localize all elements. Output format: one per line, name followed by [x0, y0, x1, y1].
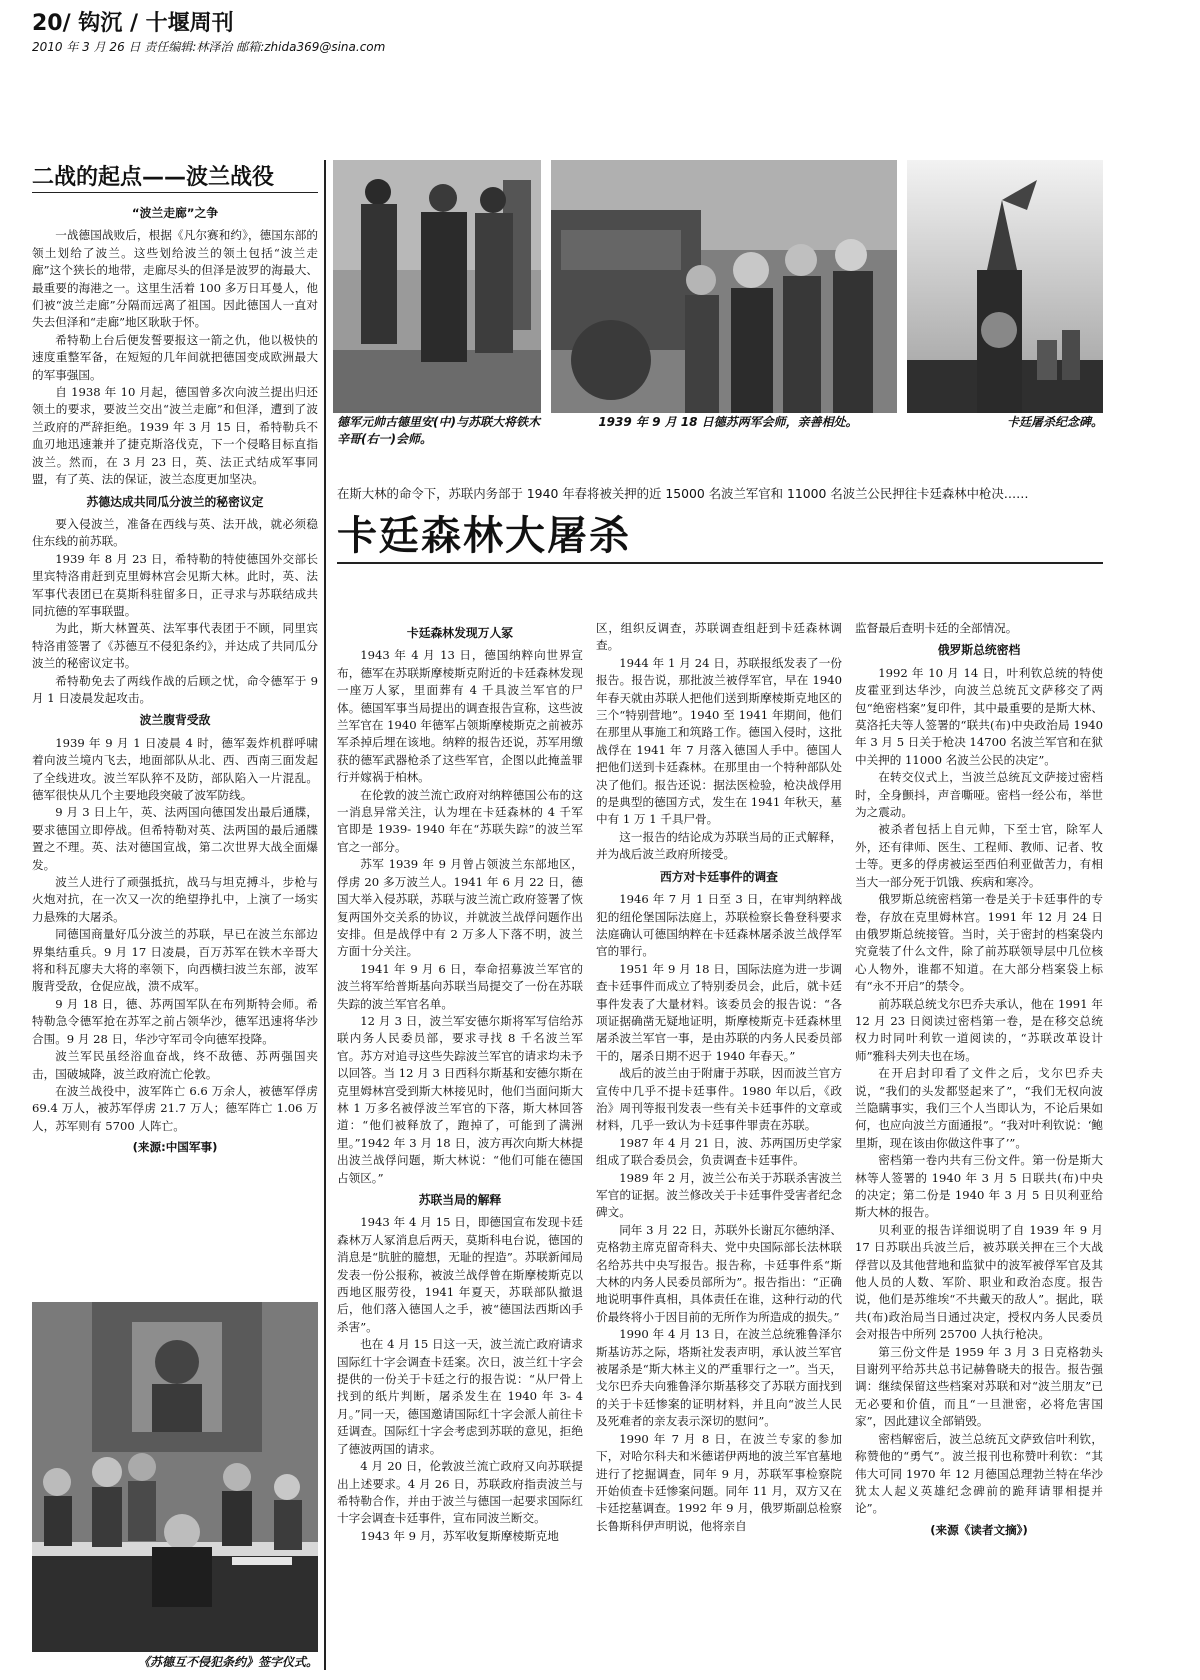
- paragraph: 自 1938 年 10 月起，德国曾多次向波兰提出归还领土的要求，要波兰交出“波兰走廊”和但泽，遭到了波兰政府的严辞拒绝。1939 年 3 月 15 日，希特勒兵不血刃地迅速兼并了捷克斯洛伐克，下一个侵略目标直指波兰。然而，在 3 月 23 日，英、法正式结成军事同盟，有了英、法的保证，波兰态度更加坚决。: [32, 385, 318, 487]
- paragraph: 在波兰战役中，波军阵亡 6.6 万余人，被德军俘虏 69.4 万人，被苏军俘虏 21.7 万人；德军阵亡 1.06 万人，苏军则有 5700 人阵亡。: [32, 1083, 318, 1133]
- paragraph: 同德国商量好瓜分波兰的苏联，早已在波兰东部边界集结重兵。9 月 17 日凌晨，百万苏军在铁木辛哥大将和科瓦廖夫大将的率领下，向西横扫波兰东部，波军腹背受敌，仓促应战，溃不成军。: [32, 927, 318, 994]
- paragraph: 9 月 18 日，德、苏两国军队在布列斯特会师。希特勒急令德军抢在苏军之前占领华沙，德军迅速将华沙合围。9 月 28 日，华沙守军司令向德军投降。: [32, 996, 318, 1046]
- paragraph: 1990 年 4 月 13 日，在波兰总统雅鲁泽尔斯基访苏之际，塔斯社发表声明，承认波兰军官被屠杀是“斯大林主义的严重罪行之一”。当天，戈尔巴乔夫向雅鲁泽尔斯基移交了苏联方面找到的关于卡廷惨案的证明材料，并且向“波兰人民及死难者的亲友表示深切的慰问”。: [596, 1327, 842, 1429]
- subheading: 卡廷森林发现万人冢: [406, 626, 514, 640]
- paragraph: 1939 年 8 月 23 日，希特勒的特使德国外交部长里宾特洛甫赶到克里姆林宫会见斯大林。此时，英、法军事代表团已在莫斯科驻留多日，正寻求与苏联结成共同抗德的军事联盟。: [32, 551, 318, 618]
- paragraph: 同年 3 月 22 日，苏联外长谢瓦尔德纳泽、克格勃主席克留奇科夫、党中央国际部长法林联名给苏共中央写报告。报告称，卡廷事件系“斯大林的内务人民委员部所为”。报告指出：“正确地说明事件真相，具体责任在谁，这种行动的代价最终将小于因目前的无所作为所造成的损失。”: [596, 1222, 842, 1324]
- paragraph: 在转交仪式上，当波兰总统瓦文萨接过密档时，全身颤抖，声音嘶哑。密档一经公布，举世为之震动。: [855, 770, 1103, 820]
- soviet-german-meeting-photo: [551, 160, 897, 413]
- paragraph: 在伦敦的波兰流亡政府对纳粹德国公布的这一消息异常关注，认为埋在卡廷森林的 4 千军官即是 1939- 1940 年在“苏联失踪”的波兰军官之一部分。: [337, 787, 583, 854]
- paragraph: 密档第一卷内共有三份文件。第一份是斯大林等人签署的 1940 年 3 月 5 日联共(布)中央的决定；第二份是 1940 年 3 月 5 日贝利亚给斯大林的报告。: [855, 1153, 1103, 1220]
- headline-rule: [337, 562, 1103, 564]
- paragraph: 1943 年 9 月，苏军收复斯摩棱斯克地: [360, 1528, 559, 1543]
- generals-meeting-photo: [333, 160, 541, 413]
- paragraph: 这一报告的结论成为苏联当局的正式解释，并为战后波兰政府所接受。: [596, 829, 842, 862]
- paragraph-continued: 区，组织反调查，苏联调查组赶到卡廷森林调查。: [596, 621, 842, 653]
- paragraph: 战后的波兰由于附庸于苏联，因而波兰官方宣传中几乎不提卡廷事件。1980 年以后，《政治》周刊等报刊发表一些有关卡廷事件的文章或材料，几乎一致认为卡廷事件罪责在苏联。: [596, 1066, 842, 1133]
- article-column-1: [337, 620, 583, 1670]
- article-headline: 卡廷森林大屠杀: [337, 513, 631, 559]
- generals-photo-caption: 德军元帅古德里安(中)与苏联大将铁木辛哥(右一)会师。: [337, 415, 540, 446]
- paragraph: 波兰军民虽经浴血奋战，终不敌德、苏两强国夹击，国破城降，波兰政府流亡伦敦。: [32, 1049, 318, 1081]
- article-lead: 在斯大林的命令下，苏联内务部于 1940 年春将被关押的近 15000 名波兰军官和 11000 名波兰公民押往卡廷森林中枪决……: [337, 486, 1029, 501]
- paragraph: 希特勒免去了两线作战的后顾之忧，命令德军于 9 月 1 日凌晨发起攻击。: [32, 673, 318, 705]
- paragraph: 1946 年 7 月 1 日至 3 日，在审判纳粹战犯的纽伦堡国际法庭上，苏联检察长鲁登科要求法庭确认可德国纳粹在卡廷森林屠杀波兰战俘军官的罪行。: [596, 892, 842, 959]
- paragraph: 在开启封印看了文件之后，戈尔巴乔夫说，“我们的头发都竖起来了”，“我们无权向波兰隐瞒事实，我们三个人当即认为，不论后果如何，也应向波兰方面通报”。“我对叶利钦说：‘鲍里斯，现在该由你做这件事了’”。: [855, 1066, 1103, 1150]
- paragraph: 为此，斯大林置英、法军事代表团于不顾，同里宾特洛甫签署了《苏德互不侵犯条约》，并达成了共同瓜分波兰的秘密议定书。: [32, 621, 318, 671]
- paragraph: 也在 4 月 15 日这一天，波兰流亡政府请求国际红十字会调查卡廷案。次日，波兰红十字会提供的一份关于卡廷之行的报告说：“从尸骨上找到的纸片判断，屠杀发生在 1940 年 3- 4 月。”同一天，德国邀请国际红十字会派人前往卡廷调查。国际红十字会考虑到苏联的意见，拒绝了德波两国的请求。: [337, 1337, 583, 1456]
- paragraph: 1943 年 4 月 15 日，即德国宣布发现卡廷森林万人冢消息后两天，莫斯科电台说，德国的消息是“肮脏的臆想，无耻的捏造”。苏联新闻局发表一份公报称，被波兰战俘曾在斯摩棱斯克以西地区服劳役，1941 年夏天，苏联部队撤退后，他们落入德国人之手，被“德国法西斯凶手杀害”。: [337, 1215, 583, 1334]
- paragraph: 俄罗斯总统密档第一卷是关于卡廷事件的专卷，存放在克里姆林宫。1991 年 12 月 24 日由俄罗斯总统接管。当时，关于密封的档案袋内究竟装了什么文件，除了前苏联领导层中几位核心人物外，谁都不知道。在大部分档案袋上标有“永不开启”的禁令。: [855, 892, 1103, 994]
- paragraph: 波兰人进行了顽强抵抗，战马与坦克搏斗，步枪与火炮对抗，在一次又一次的绝望挣扎中，上演了一场实力悬殊的大屠杀。: [32, 875, 318, 924]
- meeting-photo-caption: 1939 年 9 月 18 日德苏两军会师，亲善相处。: [598, 415, 858, 429]
- source-note: (来源:中国军事): [132, 1140, 218, 1155]
- paragraph: 1989 年 2 月，波兰公布关于苏联杀害波兰军官的证据。波兰修改关于卡廷事件受害者纪念碑文。: [596, 1170, 842, 1220]
- paragraph: 1990 年 7 月 8 日，在波兰专家的参加下，对哈尔科夫和米德诺伊两地的波兰军官墓地进行了挖掘调查，同年 9 月，苏联军事检察院开始侦查卡廷惨案问题。同年 11 月，双方又在卡廷挖墓调查。1992 年 9 月，俄罗斯副总检察长鲁斯科伊声明说，他将亲自: [596, 1431, 842, 1533]
- source-note: (来源《读者文摘》): [930, 1522, 1028, 1537]
- paragraph: 密档解密后，波兰总统瓦文萨致信叶利钦，称赞他的“勇气”。波兰报刊也称赞叶利钦：“其伟大可同 1970 年 12 月德国总理勃兰特在华沙犹太人起义英雄纪念碑前的跪拜请罪相提并论”。: [855, 1431, 1103, 1516]
- paragraph: 1987 年 4 月 21 日，波、苏两国历史学家组成了联合委员会，负责调查卡廷事件。: [596, 1135, 842, 1168]
- paragraph: 前苏联总统戈尔巴乔夫承认，他在 1991 年 12 月 23 日阅读过密档第一卷，是在移交总统权力时同叶利钦一道阅读的，“苏联改革设计师”雅科夫列夫也在场。: [855, 996, 1103, 1063]
- paragraph: 第三份文件是 1959 年 3 月 3 日克格勃头目谢列平给苏共总书记赫鲁晓夫的报告。报告强调：继续保留这些档案对苏联和对“波兰朋友”已无必要和价值，而且“一旦泄密，必将危害国家”，因此建议全部销毁。: [855, 1344, 1103, 1429]
- katyn-memorial-photo: [907, 160, 1103, 413]
- left-column-text: [32, 200, 318, 1296]
- paragraph: 1951 年 9 月 18 日，国际法庭为进一步调查卡廷事件而成立了特别委员会，此后，就卡廷事件发表了大量材料。该委员会的报告说：“各项证据确凿无疑地证明，斯摩棱斯克卡廷森林里屠杀波兰军官一事，是由苏联的内务人民委员部干的，屠杀日期不迟于 1940 年春天。”: [596, 961, 842, 1063]
- paragraph: 希特勒上台后便发誓要报这一箭之仇，他以极快的速度重整军备，在短短的几年间就把德国变成欧洲最大的军事强国。: [32, 332, 318, 382]
- section-heading: “波兰走廊”之争: [131, 206, 219, 220]
- paragraph: 要入侵波兰，准备在西线与英、法开战，就必须稳住东线的前苏联。: [32, 516, 318, 549]
- paragraph-continued: 监督最后查明卡廷的全部情况。: [855, 621, 1018, 635]
- treaty-signing-photo: [32, 1302, 318, 1652]
- section-heading: 苏德达成共同瓜分波兰的秘密议定: [86, 494, 264, 509]
- paragraph: 一战德国战败后，根据《凡尔赛和约》，德国东部的领土划给了波兰。这些划给波兰的领土包括“波兰走廊”这个狭长的地带，走廊尽头的但泽是波罗的海最大、最重要的海港之一。这里生活着 100 多万日耳曼人，他们被“波兰走廊”分隔而远离了祖国。因此德国人一直对失去但泽和“走廊”地区耿耿于怀。: [32, 228, 318, 330]
- paragraph: 1944 年 1 月 24 日，苏联报纸发表了一份报告。报告说，那批波兰被俘军官，早在 1940 年春天就由苏联人把他们送到斯摩棱斯克地区的三个“特别营地”。1940 至 1941 年期间，他们在那里从事施工和筑路工作。德国入侵时，这批战俘在 1941 年 7 月落入德国人手中。德国人把他们送到卡廷森林。在那里由一个特种部队处决了他们。报告还说：据法医检验，枪决战俘用的是典型的德国方式，发生在 1941 年秋天，墓中有 1 万 1 千具尸骨。: [596, 655, 842, 827]
- paragraph: 12 月 3 日，波兰军安德尔斯将军写信给苏联内务人民委员部，要求寻找 8 千名波兰军官。苏方对追寻这些失踪波兰军官的请求均未予以回答。当 12 月 3 日西科尔斯基和安德尔斯在克里姆林宫受到斯大林接见时，他们当面问斯大林 1 万多名被俘波兰军官的下落，斯大林回答道：“他们被释放了，跑掉了，可能到了满洲里。”1942 年 3 月 18 日，波方再次向斯大林提出波兰战俘问题，斯大林说：“他们可能在德国占领区。”: [337, 1013, 583, 1185]
- subheading: 苏联当局的解释: [418, 1193, 502, 1207]
- paragraph: 贝利亚的报告详细说明了自 1939 年 9 月 17 日苏联出兵波兰后，被苏联关押在三个大战俘营以及其他营地和监狱中的波军被俘军官及其他人员的人数、军阶、职业和政治态度。报告说，他们是苏维埃“不共戴天的敌人”。据此，联共(布)政治局当日通过决定，授权内务人民委员会对报告中所列 25700 人执行枪决。: [855, 1222, 1103, 1342]
- subheading: 西方对卡廷事件的调查: [660, 869, 778, 884]
- paragraph: 4 月 20 日，伦敦波兰流亡政府又向苏联提出上述要求。4 月 26 日，苏联政府指责波兰与希特勒合作，并由于波兰与德国一起要求国际红十字会调查卡廷事件，宣布同波兰断交。: [337, 1459, 583, 1526]
- paragraph: 苏军 1939 年 9 月曾占领波兰东部地区，俘虏 20 多万波兰人。1941 年 6 月 22 日，德国大举入侵苏联，苏联与波兰流亡政府签署了恢复两国外交关系的协议，并就波兰战俘问题作出安排。但是战俘中有 2 万多人下落不明，波兰方面十分关注。: [337, 857, 583, 959]
- memorial-photo-caption: 卡廷屠杀纪念碑。: [1006, 415, 1103, 429]
- paragraph: 1941 年 9 月 6 日，奉命招募波兰军官的波兰将军给普斯基向苏联当局提交了一份在苏联失踪的波兰军官名单。: [337, 961, 583, 1011]
- treaty-photo-caption: 《苏德互不侵犯条约》签字仪式。: [137, 1655, 318, 1669]
- article-column-2: [596, 620, 842, 1670]
- paragraph: 被杀者包括上自元帅，下至士官，除军人外，还有律师、医生、工程师、教师、记者、牧士等。更多的俘虏被运至西伯利亚做苦力，有相当大一部分死于饥饿、疾病和寒冷。: [855, 822, 1103, 889]
- paragraph: 1939 年 9 月 1 日凌晨 4 时，德军轰炸机群呼啸着向波兰境内飞去，地面部队从北、西、西南三面发起了全线进攻。波兰军队猝不及防，部队陷入一片混乱。德军很快从几个主要地段突破了波军防线。: [32, 735, 318, 802]
- left-title-rule: [32, 192, 318, 193]
- subheading: 俄罗斯总统密档: [937, 643, 1021, 658]
- paragraph: 1992 年 10 月 14 日，叶利钦总统的特使皮霍亚到达华沙，向波兰总统瓦文萨移交了两包“绝密档案”复印件，其中最重要的是斯大林、莫洛托夫等人签署的“联共(布)中央政治局 1940 年 3 月 5 日关于枪决 14700 名波兰军官和在狱中关押的 11000 名波兰公民的决定”。: [855, 665, 1103, 767]
- column-divider: [324, 160, 326, 1670]
- page-header-subtitle: 2010 年 3 月 26 日 责任编辑:林泽治 邮箱:zhida369@sina.com: [32, 40, 386, 54]
- paragraph: 1943 年 4 月 13 日，德国纳粹向世界宣布，德军在苏联斯摩棱斯克附近的卡廷森林发现一座万人冢，里面葬有 4 千具波兰军官的尸体。德国军事当局提出的调查报告宣称，这些波兰军官在 1940 年德军占领斯摩棱斯克之前被苏军杀掉后埋在该地。纳粹的报告还说，苏军用缴获的德军武器枪杀了这些军官，企图以此掩盖罪行并嫁祸于柏林。: [337, 648, 583, 785]
- section-heading: 波兰腹背受敌: [139, 713, 211, 728]
- article-column-3: [855, 620, 1103, 1670]
- page-header-title: 20/ 钩沉 / 十堰周刊: [32, 11, 234, 36]
- paragraph: 9 月 3 日上午，英、法两国向德国发出最后通牒，要求德国立即停战。但希特勒对英、法两国的最后通牒置之不理。英、法对德国宣战，第二次世界大战全面爆发。: [32, 805, 318, 872]
- left-column-title: 二战的起点——波兰战役: [32, 165, 275, 190]
